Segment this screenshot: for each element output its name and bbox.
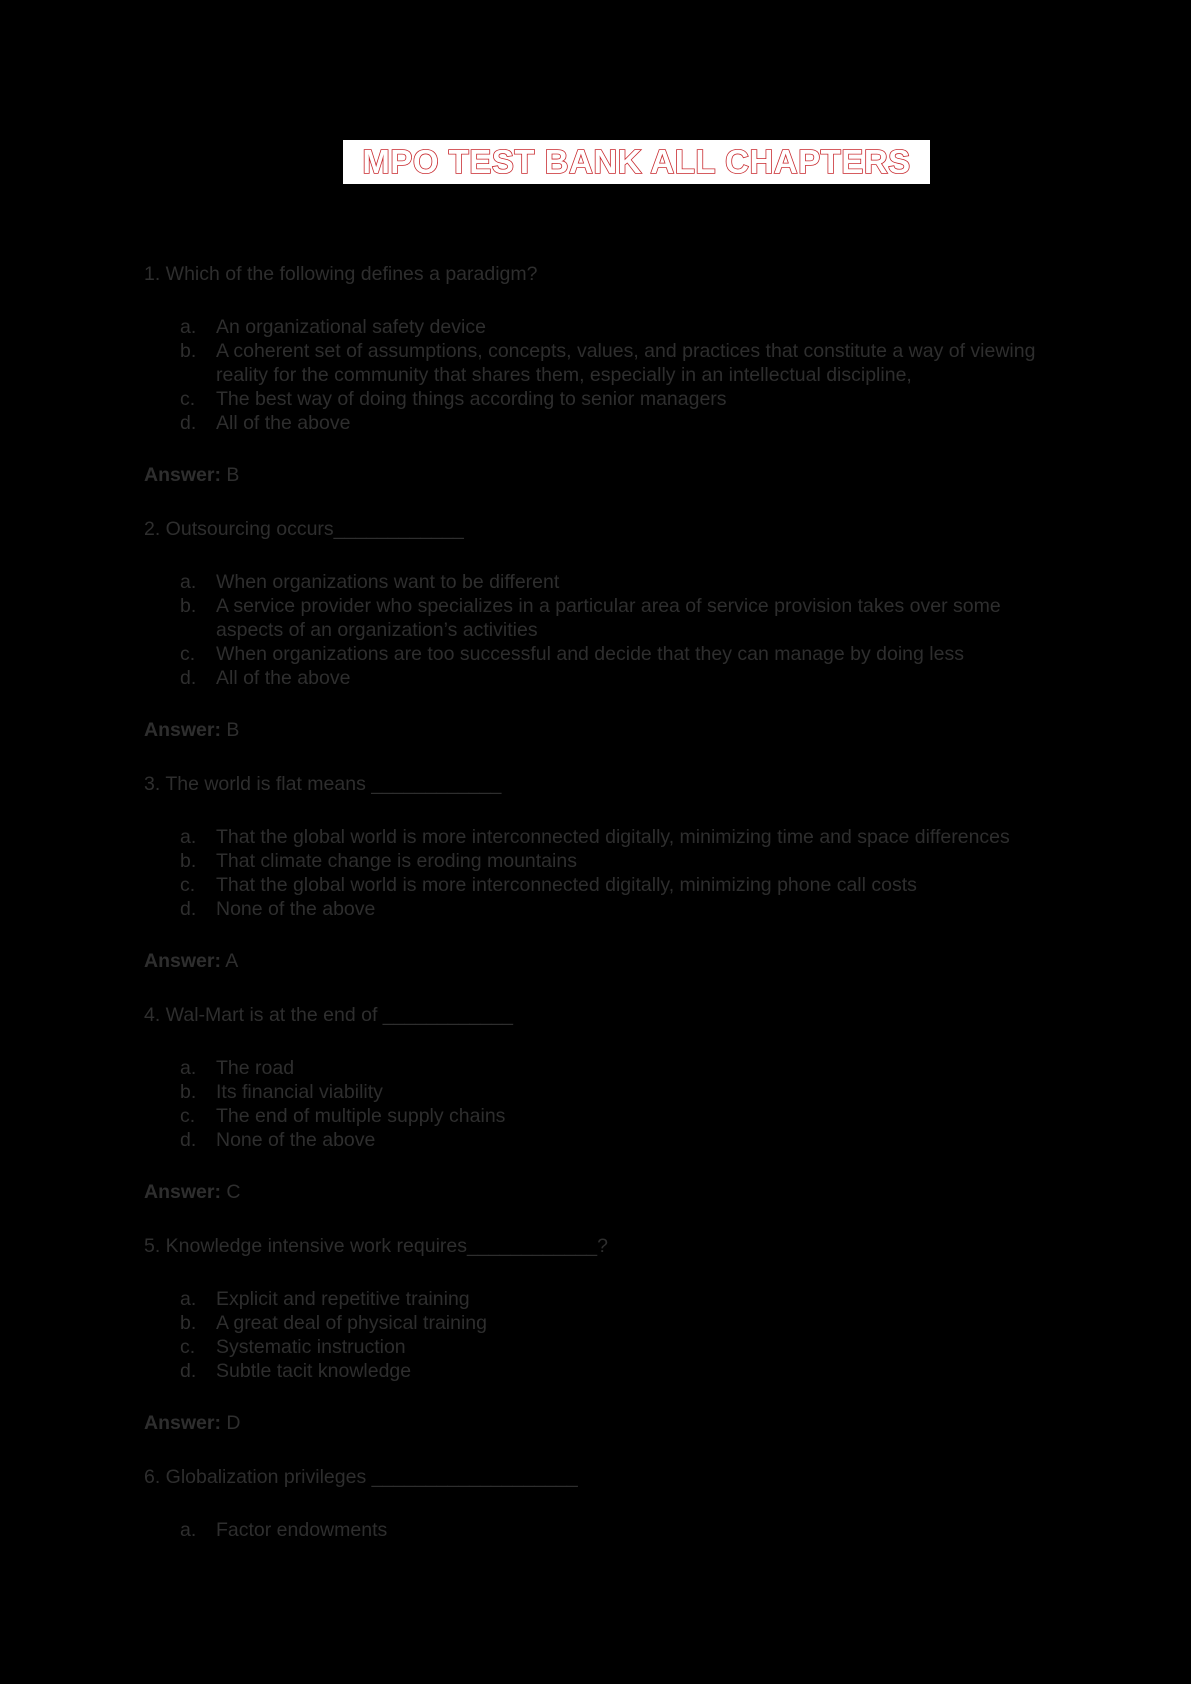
- answer-label: Answer:: [144, 464, 221, 486]
- option-text: Its financial viability: [216, 1081, 383, 1103]
- option-item: [144, 1335, 1064, 1359]
- option-letter: d.: [180, 412, 197, 434]
- option-text: When organizations want to be different: [216, 571, 560, 593]
- option-text: The best way of doing things according to senior managers: [216, 388, 727, 410]
- option-list: [144, 1518, 1064, 1542]
- option-item: [144, 387, 1064, 411]
- answer-value: C: [226, 1181, 241, 1203]
- answer-line: [144, 949, 1064, 973]
- option-letter: a.: [180, 1519, 197, 1541]
- option-item: [144, 1128, 1064, 1152]
- option-list: [144, 825, 1064, 921]
- option-item: [144, 1311, 1064, 1335]
- option-text: All of the above: [216, 667, 351, 689]
- option-item: [144, 315, 1064, 339]
- option-item: [144, 1056, 1064, 1080]
- option-item: [144, 1080, 1064, 1104]
- option-text: Subtle tacit knowledge: [216, 1360, 412, 1382]
- option-text: None of the above: [216, 898, 376, 920]
- answer-label: Answer:: [144, 719, 221, 741]
- option-item: [144, 1518, 1064, 1542]
- option-text: That the global world is more interconnected digitally, minimizing phone call costs: [216, 874, 917, 896]
- question-list: [144, 262, 1064, 1570]
- option-text: A coherent set of assumptions, concepts, values, and practices that constitute a way of viewing reality for the community that shares them, especially in an intellectual discipline,: [216, 340, 1036, 386]
- option-letter: d.: [180, 898, 197, 920]
- question-text: 5. Knowledge intensive work requires____________?: [144, 1235, 608, 1257]
- option-letter: a.: [180, 316, 197, 338]
- option-item: [144, 339, 1064, 387]
- option-letter: c.: [180, 1336, 196, 1358]
- answer-line: [144, 463, 1064, 487]
- option-list: [144, 1287, 1064, 1383]
- question-text: 3. The world is flat means ____________: [144, 773, 502, 795]
- option-text: Factor endowments: [216, 1519, 388, 1541]
- option-item: [144, 642, 1064, 666]
- option-letter: b.: [180, 850, 197, 872]
- option-text: None of the above: [216, 1129, 376, 1151]
- option-item: [144, 825, 1064, 849]
- answer-value: B: [226, 464, 240, 486]
- option-letter: d.: [180, 667, 197, 689]
- option-letter: a.: [180, 826, 197, 848]
- option-item: [144, 849, 1064, 873]
- option-item: [144, 873, 1064, 897]
- option-letter: b.: [180, 340, 197, 362]
- option-letter: c.: [180, 388, 196, 410]
- option-letter: a.: [180, 571, 197, 593]
- option-item: [144, 411, 1064, 435]
- option-letter: a.: [180, 1288, 197, 1310]
- question-text: 4. Wal-Mart is at the end of ____________: [144, 1004, 513, 1026]
- option-item: [144, 1359, 1064, 1383]
- option-item: [144, 666, 1064, 690]
- option-text: All of the above: [216, 412, 351, 434]
- option-list: [144, 570, 1064, 690]
- question-text: 6. Globalization privileges ___________________: [144, 1466, 578, 1488]
- option-letter: d.: [180, 1129, 197, 1151]
- answer-value: D: [226, 1412, 241, 1434]
- answer-line: [144, 1180, 1064, 1204]
- question-text: 1. Which of the following defines a paradigm?: [144, 263, 538, 285]
- answer-value: A: [225, 950, 239, 972]
- answer-line: [144, 1411, 1064, 1435]
- question-text: 2. Outsourcing occurs____________: [144, 518, 464, 540]
- option-letter: c.: [180, 1105, 196, 1127]
- option-text: An organizational safety device: [216, 316, 486, 338]
- option-item: [144, 1287, 1064, 1311]
- option-text: That the global world is more interconnected digitally, minimizing time and space differences: [216, 826, 1010, 848]
- answer-label: Answer:: [144, 950, 221, 972]
- option-text: A great deal of physical training: [216, 1312, 488, 1334]
- option-text: That climate change is eroding mountains: [216, 850, 577, 872]
- answer-label: Answer:: [144, 1412, 221, 1434]
- option-letter: c.: [180, 874, 196, 896]
- option-letter: d.: [180, 1360, 197, 1382]
- option-letter: b.: [180, 595, 197, 617]
- answer-label: Answer:: [144, 1181, 221, 1203]
- option-text: The end of multiple supply chains: [216, 1105, 506, 1127]
- answer-line: [144, 718, 1064, 742]
- option-list: [144, 315, 1064, 435]
- option-text: A service provider who specializes in a particular area of service provision takes over some aspects of an organization’s activities: [216, 595, 1001, 641]
- option-text: When organizations are too successful and decide that they can manage by doing less: [216, 643, 964, 665]
- option-text: Systematic instruction: [216, 1336, 406, 1358]
- option-letter: c.: [180, 643, 196, 665]
- option-text: The road: [216, 1057, 295, 1079]
- option-list: [144, 1056, 1064, 1152]
- option-item: [144, 594, 1064, 642]
- option-letter: b.: [180, 1312, 197, 1334]
- option-letter: b.: [180, 1081, 197, 1103]
- option-item: [144, 570, 1064, 594]
- document-title-box: [343, 140, 930, 184]
- answer-value: B: [226, 719, 240, 741]
- option-text: Explicit and repetitive training: [216, 1288, 470, 1310]
- option-item: [144, 1104, 1064, 1128]
- document-title: MPO TEST BANK ALL CHAPTERS: [362, 143, 911, 180]
- option-letter: a.: [180, 1057, 197, 1079]
- option-item: [144, 897, 1064, 921]
